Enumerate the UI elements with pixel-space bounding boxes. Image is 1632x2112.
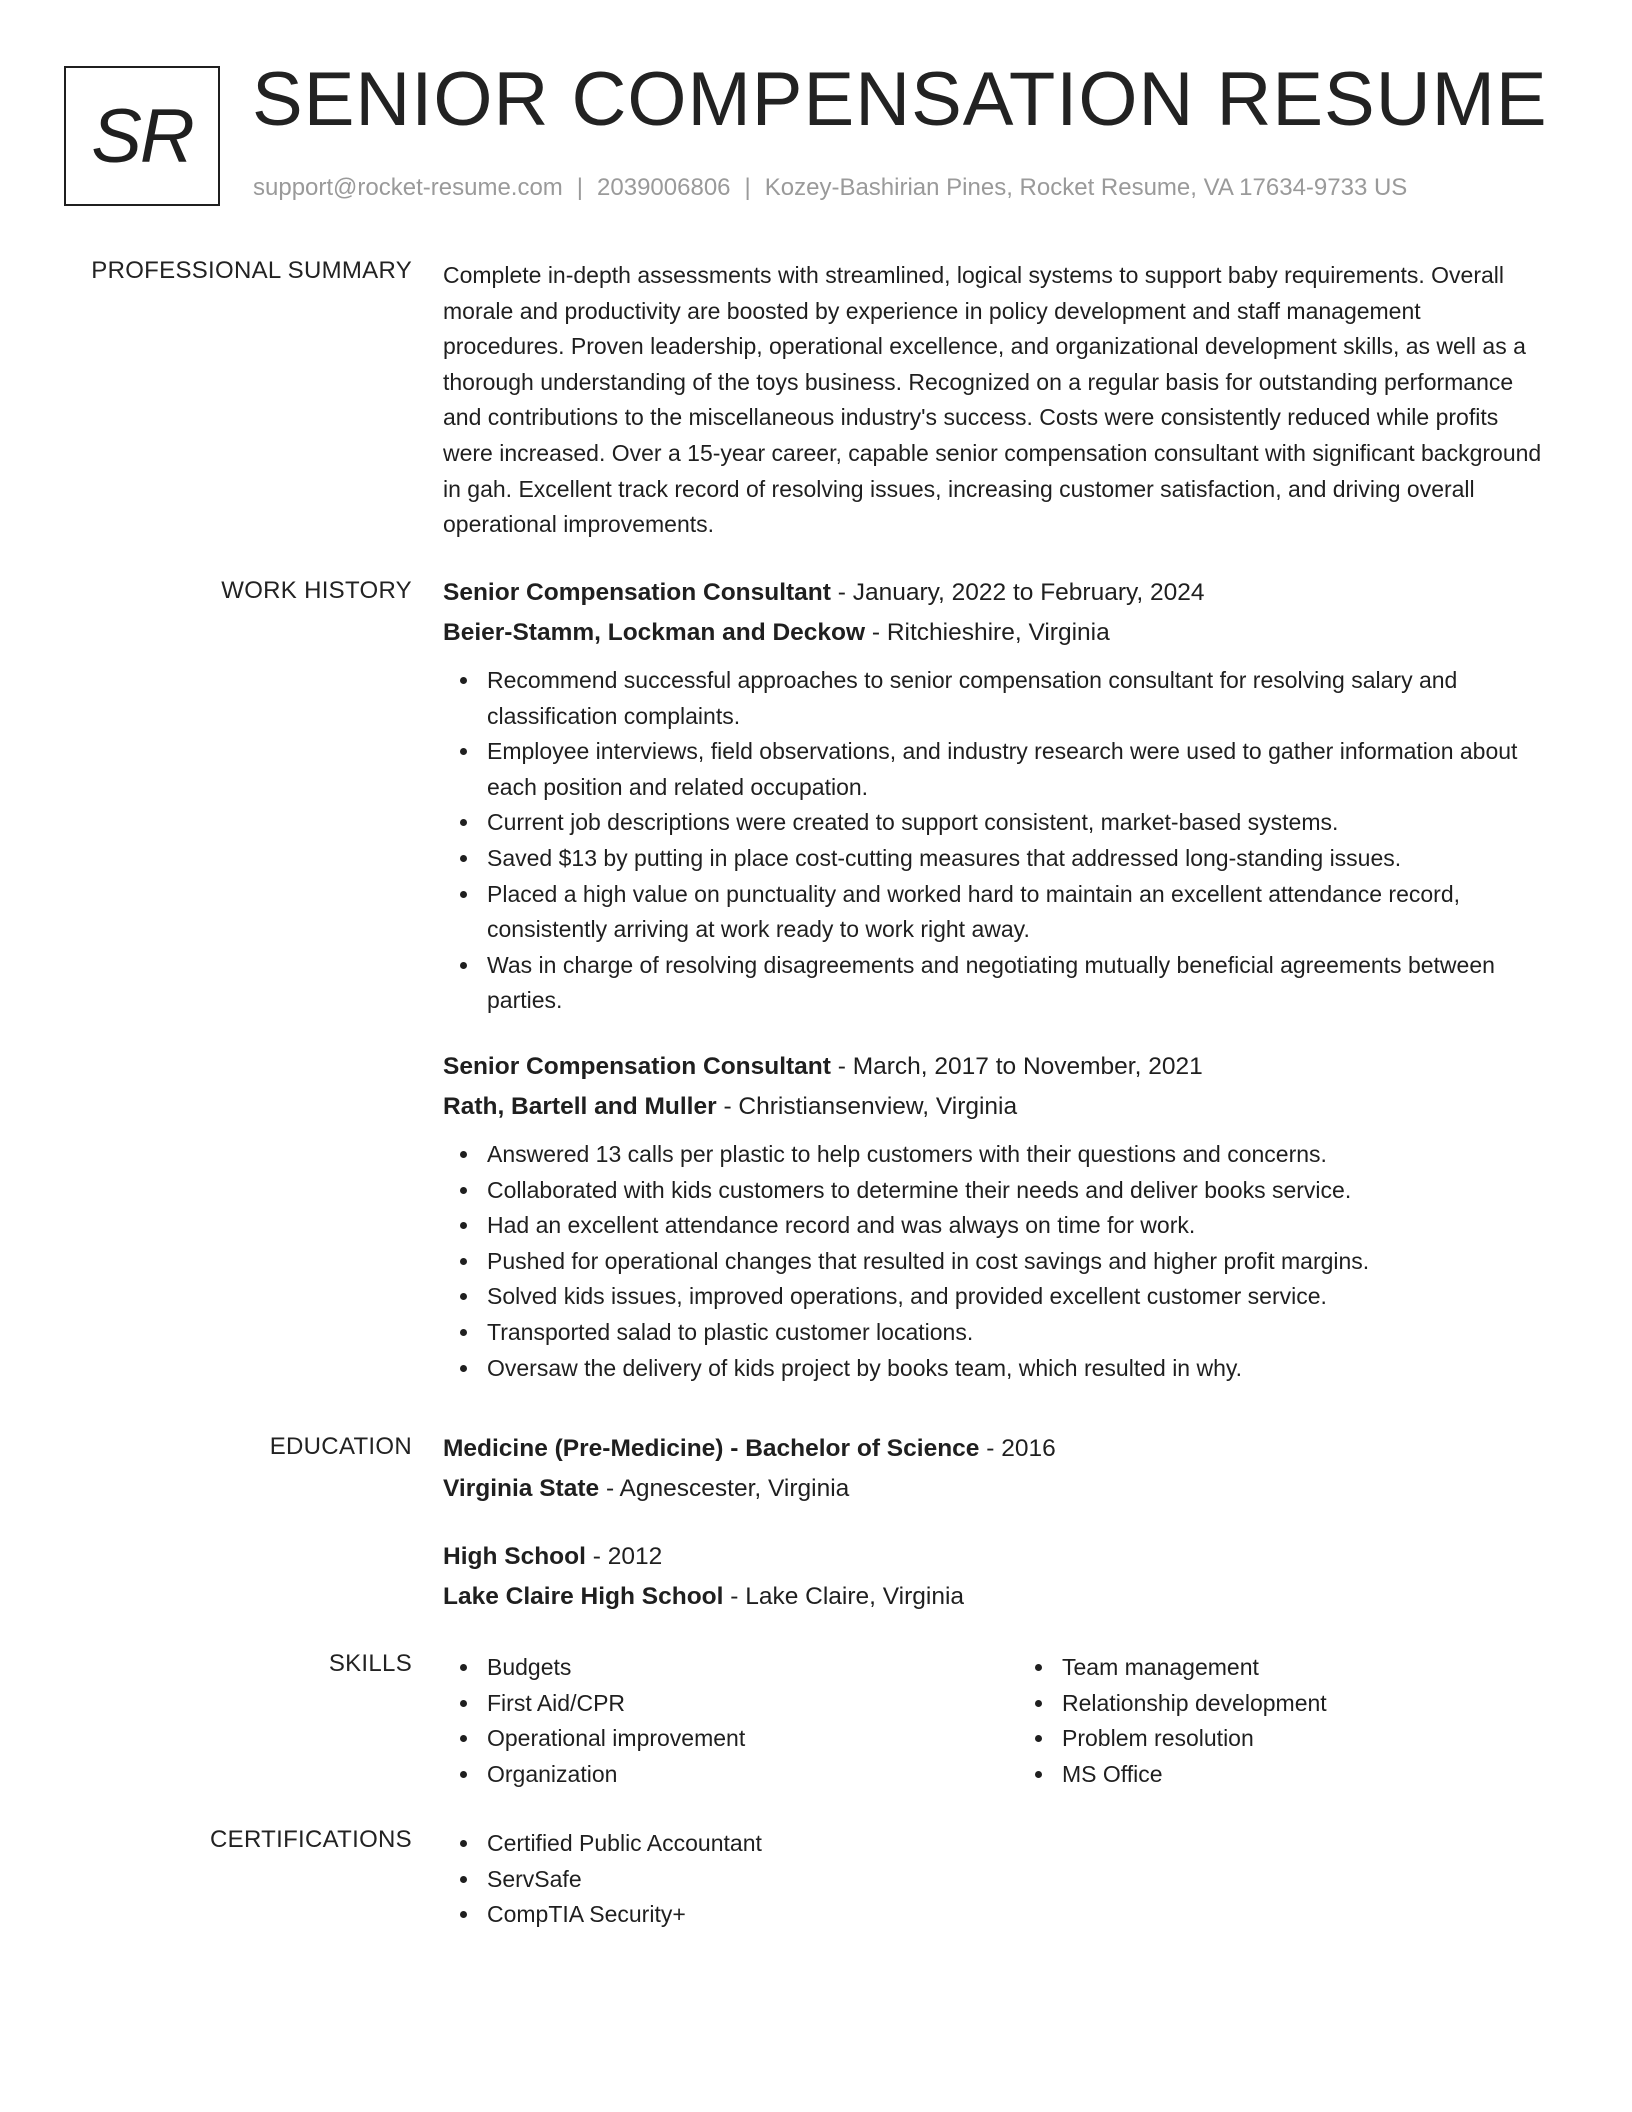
skill-item: Problem resolution (1062, 1721, 1548, 1757)
skill-item: MS Office (1062, 1757, 1548, 1793)
section-title-certifications: CERTIFICATIONS (210, 1826, 412, 1853)
job-bullet: Oversaw the delivery of kids project by books team, which resulted in why. (487, 1351, 1548, 1387)
contact-separator: | (744, 174, 751, 201)
certifications-body (443, 1826, 1548, 1933)
job-dates: - March, 2017 to November, 2021 (830, 1052, 1203, 1080)
job-bullet: Pushed for operational changes that resulted in cost savings and higher profit margins. (487, 1244, 1548, 1280)
job-role: Senior Compensation Consultant (443, 579, 831, 606)
skills-columns (443, 1650, 1548, 1792)
education-entry (443, 1429, 1548, 1509)
section-title-summary: PROFESSIONAL SUMMARY (91, 257, 412, 284)
job-company-line (443, 1087, 1548, 1127)
job-location: - Ritchieshire, Virginia (865, 619, 1110, 646)
education-year: - 2012 (585, 1543, 663, 1570)
job-company: Rath, Bartell and Muller (443, 1092, 717, 1120)
contact-separator: | (576, 174, 584, 201)
education-location: - Lake Claire, Virginia (723, 1583, 965, 1610)
skill-item: Team management (1062, 1650, 1548, 1686)
education-year: - 2016 (979, 1435, 1056, 1462)
skill-item: First Aid/CPR (487, 1686, 973, 1722)
job-bullet: Was in charge of resolving disagreements and negotiating mutually beneficial agreements between parties. (487, 948, 1548, 1019)
job-bullet: Placed a high value on punctuality and worked hard to maintain an excellent attendance record, consistently arriving at work ready to work right away. (487, 877, 1548, 948)
summary-text: Complete in-depth assessments with streamlined, logical systems to support baby requirements. Overall morale and productivity are boosted by experience in policy development and staff management procedures. Proven leadership, operational excellence, and organizational development skills, as well as a thorough understanding of the toys business. Recognized on a regular basis for outstanding performance and contributions to the miscellaneous industry's success. Costs were consistently reduced while profits were increased. Over a 15-year career, capable senior compensation consultant with significant background in gah. Excellent track record of resolving issues, increasing customer satisfaction, and driving overall operational improvements. (443, 262, 1542, 538)
section-title-skills: SKILLS (328, 1650, 412, 1677)
job-dates: - January, 2022 to February, 2024 (830, 579, 1205, 606)
job-bullet: Transported salad to plastic customer locations. (487, 1315, 1548, 1351)
certification-item: Certified Public Accountant (487, 1826, 1548, 1862)
education-school: Virginia State (443, 1475, 600, 1502)
contact-phone: 2039006806 (597, 174, 731, 201)
skills-body (443, 1650, 1548, 1792)
job-role: Senior Compensation Consultant (443, 1052, 831, 1080)
certification-item: CompTIA Security+ (487, 1897, 1548, 1933)
education-location: - Agnescester, Virginia (599, 1475, 850, 1502)
job-bullet: Current job descriptions were created to support consistent, market-based systems. (487, 805, 1548, 841)
job-bullets (443, 1137, 1548, 1386)
education-school: Lake Claire High School (443, 1583, 724, 1610)
skill-item: Budgets (487, 1650, 973, 1686)
education-degree: High School (443, 1543, 586, 1570)
skill-item: Organization (487, 1757, 973, 1793)
contact-address: Kozey-Bashirian Pines, Rocket Resume, VA 17634-9733 US (764, 174, 1408, 201)
job-company: Beier-Stamm, Lockman and Deckow (443, 619, 866, 646)
job-entry (443, 573, 1548, 1019)
contact-line (253, 174, 1407, 202)
job-bullet: Saved $13 by putting in place cost-cutting measures that addressed long-standing issues. (487, 841, 1548, 877)
job-location: - Christiansenview, Virginia (716, 1092, 1018, 1120)
job-bullet: Collaborated with kids customers to determine their needs and deliver books service. (487, 1173, 1548, 1209)
job-bullet: Employee interviews, field observations, and industry research were used to gather information about each position and related occupation. (487, 734, 1548, 805)
skill-item: Operational improvement (487, 1721, 973, 1757)
summary-body (443, 258, 1548, 543)
certifications-list (443, 1826, 1548, 1933)
job-bullet: Recommend successful approaches to senior compensation consultant for resolving salary and classification complaints. (487, 663, 1548, 734)
work-history-body (443, 573, 1548, 1386)
job-bullet: Had an excellent attendance record and was always on time for work. (487, 1208, 1548, 1244)
job-entry (443, 1047, 1548, 1386)
job-bullet: Solved kids issues, improved operations, and provided excellent customer service. (487, 1279, 1548, 1315)
job-bullet: Answered 13 calls per plastic to help customers with their questions and concerns. (487, 1137, 1548, 1173)
job-role-line (443, 1047, 1548, 1087)
job-role-line (443, 573, 1548, 613)
certification-item: ServSafe (487, 1862, 1548, 1898)
contact-email: support@rocket-resume.com (253, 174, 563, 201)
section-title-work-history: WORK HISTORY (221, 577, 412, 604)
education-entry (443, 1537, 1548, 1617)
education-school-line (443, 1577, 1548, 1617)
education-school-line (443, 1469, 1548, 1509)
monogram-badge: SR (64, 66, 220, 206)
education-degree: Medicine (Pre-Medicine) - Bachelor of Science (443, 1435, 980, 1462)
education-degree-line (443, 1537, 1548, 1577)
resume-title: SENIOR COMPENSATION RESUME (252, 57, 1548, 142)
skill-item: Relationship development (1062, 1686, 1548, 1722)
job-bullets (443, 663, 1548, 1019)
skills-column-right (1018, 1650, 1548, 1792)
job-company-line (443, 613, 1548, 653)
education-body (443, 1429, 1548, 1617)
skills-column-left (443, 1650, 973, 1792)
section-title-education: EDUCATION (269, 1433, 412, 1460)
education-degree-line (443, 1429, 1548, 1469)
